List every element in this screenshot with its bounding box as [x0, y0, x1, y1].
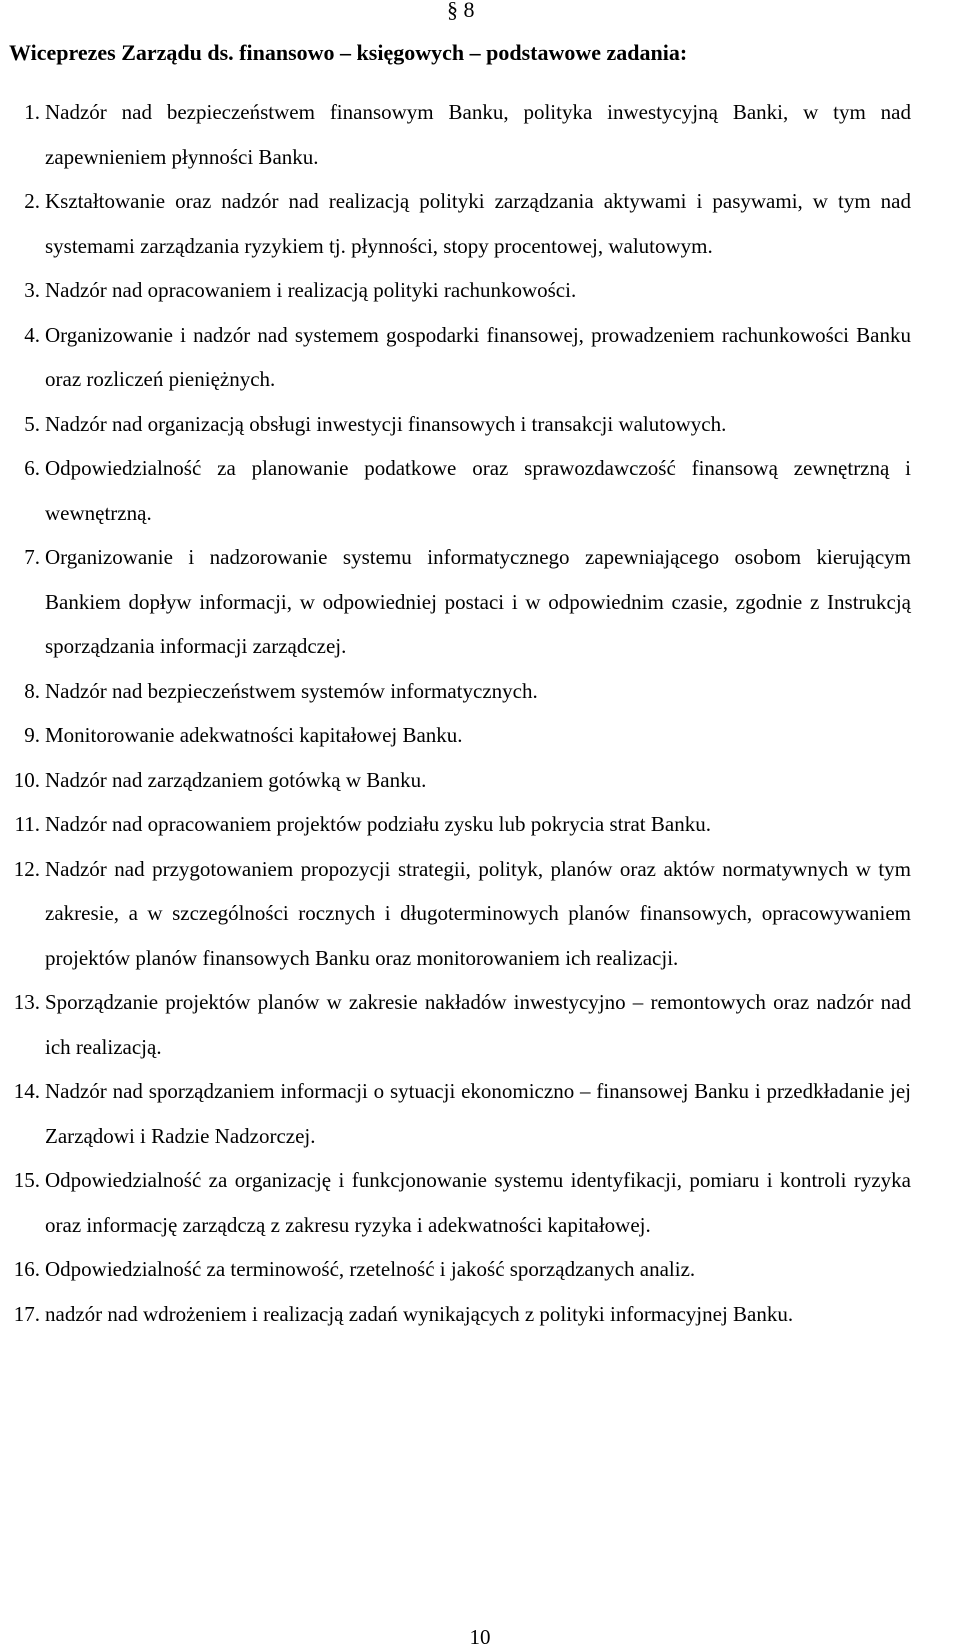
list-item [0, 268, 960, 313]
item-text: Sporządzanie projektów planów w zakresie nakładów inwestycyjno – remontowych oraz nadzór nad ich realizacją. [45, 990, 911, 1059]
item-number: 7. [24, 545, 40, 569]
list-item [0, 802, 960, 847]
item-number: 10. [13, 767, 40, 792]
item-text: Odpowiedzialność za organizację i funkcjonowanie systemu identyfikacji, pomiaru i kontroli ryzyka oraz informację zarządczą z zakresu ryzyka i adekwatności kapitałowej. [45, 1168, 911, 1237]
item-text: Nadzór nad przygotowaniem propozycji strategii, polityk, planów oraz aktów normatywnych w tym zakresie, a w szczególności rocznych i długoterminowych planów finansowych, opracowywaniem projektów planów finansowych Banku oraz monitorowaniem ich realizacji. [45, 856, 911, 970]
list-item [0, 980, 960, 1069]
item-number: 3. [24, 278, 40, 302]
item-text: Nadzór nad opracowaniem i realizacją polityki rachunkowości. [45, 278, 577, 302]
list-item [0, 758, 960, 803]
item-text: Nadzór nad opracowaniem projektów podziału zysku lub pokrycia strat Banku. [45, 812, 711, 836]
item-number: 17. [13, 1301, 40, 1326]
duties-list [0, 90, 960, 1336]
item-number: 4. [24, 322, 40, 347]
list-item [0, 847, 960, 981]
section-mark: § 8 [447, 0, 475, 22]
item-number: 8. [24, 678, 40, 703]
list-item [0, 446, 960, 535]
item-number: 5. [24, 411, 40, 436]
item-text: Nadzór nad organizacją obsługi inwestycji finansowych i transakcji walutowych. [45, 411, 727, 436]
item-number: 11. [14, 812, 40, 836]
list-item [0, 713, 960, 758]
list-item [0, 1292, 960, 1337]
page-number: 10 [469, 1625, 491, 1649]
item-number: 13. [13, 990, 40, 1014]
list-item [0, 669, 960, 714]
item-number: 2. [24, 189, 40, 213]
list-item [0, 1069, 960, 1158]
item-number: 1. [24, 100, 40, 124]
item-number: 14. [13, 1079, 40, 1103]
item-number: 6. [24, 456, 40, 480]
item-text: Odpowiedzialność za terminowość, rzetelność i jakość sporządzanych analiz. [45, 1257, 696, 1281]
list-item [0, 1247, 960, 1292]
list-item [0, 313, 960, 402]
item-number: 12. [13, 856, 40, 881]
item-text: Organizowanie i nadzorowanie systemu informatycznego zapewniającego osobom kierującym Bankiem dopływ informacji, w odpowiedniej postaci i w odpowiednim czasie, zgodnie z Instrukcją sporządzania informacji zarządczej. [45, 545, 911, 658]
item-number: 16. [13, 1257, 40, 1281]
item-text: Monitorowanie adekwatności kapitałowej Banku. [45, 723, 463, 747]
list-item [0, 90, 960, 179]
list-item [0, 535, 960, 669]
item-text: Organizowanie i nadzór nad systemem gospodarki finansowej, prowadzeniem rachunkowości Banku oraz rozliczeń pieniężnych. [45, 322, 911, 391]
item-text: Nadzór nad bezpieczeństwem finansowym Banku, polityka inwestycyjną Banki, w tym nad zapewnieniem płynności Banku. [45, 100, 911, 169]
item-number: 9. [24, 723, 40, 747]
list-item [0, 179, 960, 268]
item-text: Nadzór nad zarządzaniem gotówką w Banku. [45, 767, 427, 792]
item-number: 15. [13, 1168, 40, 1192]
list-item [0, 402, 960, 447]
item-text: Nadzór nad bezpieczeństwem systemów informatycznych. [45, 678, 538, 703]
list-item [0, 1158, 960, 1247]
item-text: Nadzór nad sporządzaniem informacji o sytuacji ekonomiczno – finansowej Banku i przedkładanie jej Zarządowi i Radzie Nadzorczej. [45, 1079, 911, 1148]
item-text: Odpowiedzialność za planowanie podatkowe oraz sprawozdawczość finansową zewnętrzną i wewnętrzną. [45, 456, 911, 525]
section-heading: Wiceprezes Zarządu ds. finansowo – księgowych – podstawowe zadania: [9, 40, 688, 65]
item-text: Kształtowanie oraz nadzór nad realizacją polityki zarządzania aktywami i pasywami, w tym nad systemami zarządzania ryzykiem tj. płynności, stopy procentowej, walutowym. [45, 189, 911, 258]
item-text: nadzór nad wdrożeniem i realizacją zadań wynikających z polityki informacyjnej Banku. [45, 1301, 794, 1326]
